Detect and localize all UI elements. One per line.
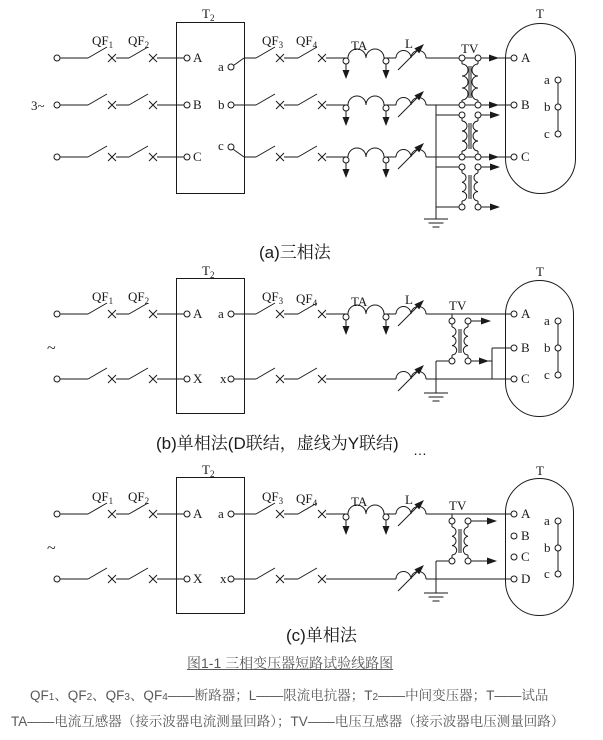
t2-label: $T_2$: [202, 6, 215, 23]
terminal-label-C: C: [193, 149, 202, 164]
reactor-l: [396, 91, 426, 117]
breaker-run-qf3-qf4: [244, 146, 348, 161]
terminal-label-A: A: [193, 50, 203, 65]
terminal-label-B: B: [521, 340, 530, 355]
terminal: [511, 102, 517, 108]
terminal: [511, 55, 517, 61]
terminal: [555, 571, 561, 577]
circuit-diagram-a: [31, 6, 576, 227]
terminal-label-C: C: [521, 371, 530, 386]
arrow-right-icon: [489, 102, 499, 109]
circuit-diagram-b: [47, 263, 574, 417]
t2-transformer-box: [177, 478, 245, 614]
ground-icon: [424, 219, 448, 227]
breaker-run-qf1-qf2: [54, 368, 176, 383]
terminal: [511, 511, 517, 517]
l-label: L: [405, 492, 413, 507]
caption-b-dots: …: [413, 442, 427, 458]
terminal-label-c: c: [218, 138, 224, 153]
test-object-outline: [506, 479, 574, 616]
circuit-diagram-c: [47, 462, 574, 616]
terminal-label-A: A: [521, 506, 531, 521]
terminal: [555, 104, 561, 110]
terminal: [555, 77, 561, 83]
current-transformer-ta: [343, 96, 390, 126]
terminal-label-A: A: [193, 506, 203, 521]
terminal: [555, 545, 561, 551]
terminal: [511, 376, 517, 382]
arrow-right-icon: [490, 204, 500, 211]
reactor-l: [396, 565, 426, 591]
terminal-label-c: c: [544, 367, 550, 382]
terminal-label-b: b: [218, 97, 225, 112]
terminal-label-a: a: [218, 59, 224, 74]
terminal-label-a: a: [544, 513, 550, 528]
terminal: [228, 311, 234, 317]
terminal-label-c: c: [544, 126, 550, 141]
terminal-label-A: A: [521, 306, 531, 321]
qf3-label: $QF_3$: [262, 289, 284, 306]
qf2-label: $QF_2$: [128, 33, 150, 50]
terminal-label-x: x: [220, 571, 227, 586]
current-transformer-ta: [343, 49, 390, 79]
terminal: [511, 554, 517, 560]
terminal-label-X: X: [193, 371, 203, 386]
breaker-run-qf3-qf4: [244, 47, 348, 62]
terminal-label-a: a: [218, 306, 224, 321]
terminal: [511, 311, 517, 317]
ground-bus: [436, 105, 459, 219]
qf4-label: $QF_4$: [296, 291, 318, 308]
legend-subscript: 4: [162, 692, 168, 703]
ta-label: TA: [351, 294, 368, 309]
legend-subscript: 2: [86, 692, 93, 703]
t-label: T: [536, 6, 544, 21]
breaker-run-qf1-qf2: [54, 503, 176, 518]
reactor-l: [396, 143, 426, 169]
reactor-l: [396, 365, 426, 391]
breaker-run-qf1-qf2: [54, 146, 176, 161]
t2-label: $T_2$: [202, 263, 215, 280]
figure-caption: 图1-1 三相变压器短路试验线路图: [187, 655, 394, 671]
terminal: [511, 345, 517, 351]
ground-icon: [424, 593, 448, 601]
ta-label: TA: [351, 494, 368, 509]
arrow-right-icon: [490, 112, 500, 119]
legend-subscript: 1: [48, 692, 55, 703]
t2-transformer-box: [177, 279, 245, 414]
t2-label: $T_2$: [202, 462, 215, 479]
tv-label: TV: [461, 41, 479, 56]
terminal: [184, 154, 190, 160]
wire: [234, 514, 244, 579]
l-label: L: [405, 292, 413, 307]
single-phase-source-label: ~: [47, 540, 56, 557]
qf2-label: $QF_2$: [128, 489, 150, 506]
legend-line-1: [30, 684, 548, 704]
terminal: [184, 102, 190, 108]
test-object-outline: [506, 24, 576, 194]
terminal-label-B: B: [521, 528, 530, 543]
legend-text: ——断路器；L——限流电抗器；T: [167, 688, 373, 703]
terminal-label-c: c: [544, 566, 550, 581]
voltage-transformer-tv: [459, 112, 481, 160]
l-label: L: [405, 36, 413, 51]
legend-text: QF: [30, 688, 49, 703]
current-transformer-ta: [343, 305, 390, 335]
terminal: [184, 311, 190, 317]
legend-text: ——中间变压器；T——试品: [378, 688, 549, 703]
terminal: [228, 376, 234, 382]
legend-subscript: 3: [124, 692, 130, 703]
legend-text: 、QF: [54, 688, 87, 703]
wire: [234, 58, 245, 157]
scope-tap-wire: [481, 115, 497, 207]
terminal: [184, 511, 190, 517]
terminal-label-b: b: [544, 540, 551, 555]
breaker-run-qf1-qf2: [54, 47, 176, 62]
t-label: T: [536, 264, 544, 279]
terminal: [228, 144, 234, 150]
three-phase-source-label: 3~: [31, 98, 45, 113]
ground-bus: [436, 561, 449, 593]
terminal-label-X: X: [193, 571, 203, 586]
terminal-label-D: D: [521, 571, 531, 586]
wire: [176, 514, 184, 579]
t-label: T: [536, 463, 544, 478]
ground-icon: [424, 393, 448, 401]
wire: [176, 58, 184, 157]
single-phase-source-label: ~: [47, 340, 56, 357]
legend-text: 、QF: [129, 688, 163, 703]
caption-diagram-c: (c)单相法: [286, 626, 357, 645]
wire: [348, 514, 396, 579]
breaker-run-qf1-qf2: [54, 303, 176, 318]
terminal-label-C: C: [521, 149, 530, 164]
terminal-label-a: a: [218, 506, 224, 521]
terminal-label-a: a: [544, 72, 550, 87]
terminal-label-A: A: [193, 306, 203, 321]
terminal: [555, 518, 561, 524]
legend-line-2: TA——电流互感器（接示波器电流测量回路）；TV——电压互感器（接示波器电压测量回路）: [11, 714, 565, 729]
arrow-right-icon: [490, 164, 500, 171]
qf1-label: $QF_1$: [92, 289, 114, 306]
ground-bus: [436, 361, 449, 393]
terminal: [555, 318, 561, 324]
tv-label: TV: [449, 498, 467, 513]
terminal: [511, 576, 517, 582]
voltage-transformer-tv: [459, 164, 481, 210]
terminal: [184, 576, 190, 582]
terminal-label-a: a: [544, 313, 550, 328]
terminal-label-B: B: [193, 97, 202, 112]
qf4-label: $QF_4$: [296, 491, 318, 508]
breaker-run-qf1-qf2: [54, 94, 176, 109]
arrow-right-icon: [487, 558, 497, 565]
qf2-label: $QF_2$: [128, 289, 150, 306]
qf4-label: $QF_4$: [296, 33, 318, 50]
voltage-transformer-tv: [459, 55, 481, 108]
scope-tap-wire: [471, 321, 492, 361]
terminal: [184, 376, 190, 382]
terminal-label-B: B: [521, 97, 530, 112]
terminal-label-b: b: [544, 340, 551, 355]
legend-subscript: 2: [372, 692, 379, 703]
breaker-run-qf1-qf2: [54, 568, 176, 583]
terminal: [228, 511, 234, 517]
qf3-label: $QF_3$: [262, 33, 284, 50]
breaker-run-qf3-qf4: [244, 368, 348, 383]
ta-label: TA: [351, 38, 368, 53]
scope-tap-wire: [471, 521, 494, 561]
wire: [234, 314, 244, 379]
terminal: [555, 372, 561, 378]
caption-diagram-b: (b)单相法(D联结，虚线为Y联结): [156, 434, 399, 453]
arrow-right-icon: [487, 518, 497, 525]
wire: [348, 314, 396, 379]
tv-label: TV: [449, 298, 467, 313]
voltage-transformer-tv: [449, 518, 471, 564]
terminal-label-b: b: [544, 99, 551, 114]
wire: [176, 314, 184, 379]
terminal: [511, 533, 517, 539]
arrow-right-icon: [479, 358, 489, 365]
terminal-label-x: x: [220, 371, 227, 386]
voltage-transformer-tv: [449, 318, 471, 364]
terminal: [555, 345, 561, 351]
terminal: [228, 64, 234, 70]
terminal-label-C: C: [521, 549, 530, 564]
arrow-right-icon: [481, 318, 491, 325]
terminal: [184, 55, 190, 61]
terminal: [555, 131, 561, 137]
terminal-label-A: A: [521, 50, 531, 65]
b-c-link-wire: [492, 348, 511, 379]
terminal: [228, 576, 234, 582]
qf1-label: $QF_1$: [92, 489, 114, 506]
arrow-right-icon: [489, 154, 499, 161]
arrow-right-icon: [489, 55, 499, 62]
current-transformer-ta: [343, 148, 390, 178]
terminal: [228, 102, 234, 108]
breaker-run-qf3-qf4: [244, 94, 348, 109]
terminal: [511, 154, 517, 160]
qf3-label: $QF_3$: [262, 489, 284, 506]
current-transformer-ta: [343, 505, 390, 535]
qf1-label: $QF_1$: [92, 33, 114, 50]
breaker-run-qf3-qf4: [244, 568, 348, 583]
legend-text: 、QF: [92, 688, 125, 703]
caption-diagram-a: (a)三相法: [259, 243, 331, 262]
